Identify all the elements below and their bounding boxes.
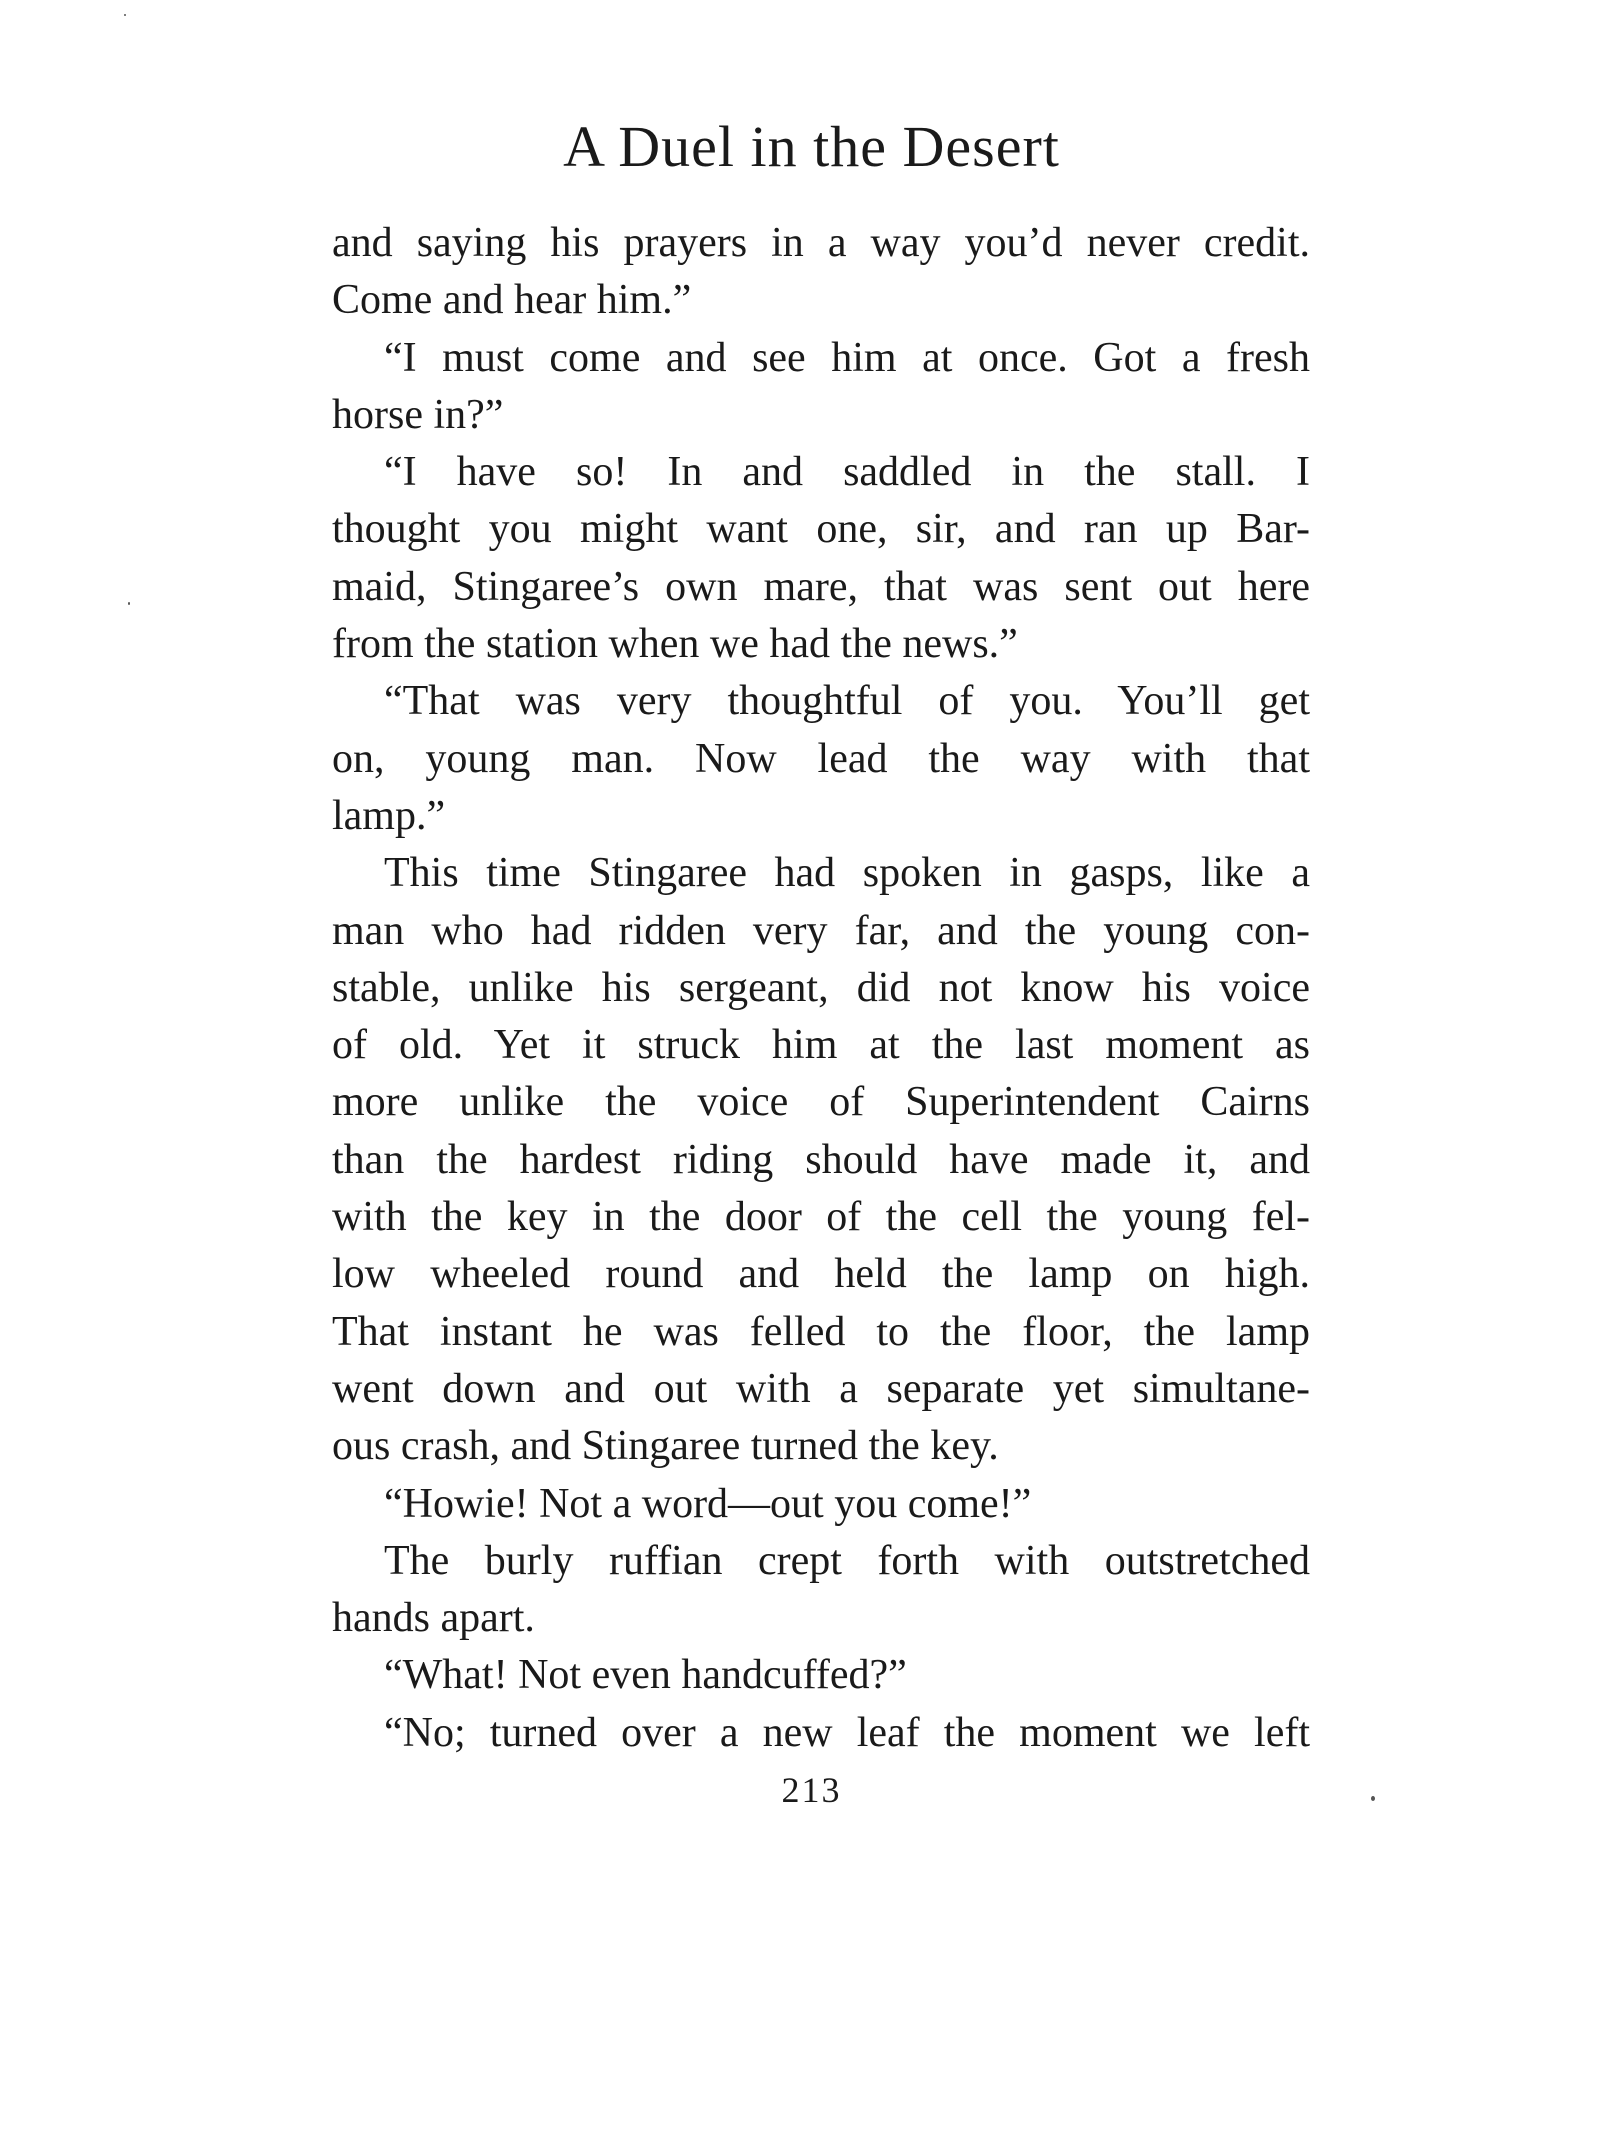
text-line: hands apart.	[332, 1595, 535, 1642]
text-line: thought you might want one, sir, and ran up Bar-	[332, 506, 1310, 553]
text-line: ous crash, and Stingaree turned the key.	[332, 1423, 999, 1470]
text-line: “That was very thoughtful of you. You’ll get	[384, 678, 1310, 725]
text-line: and saying his prayers in a way you’d never credit.	[332, 220, 1310, 266]
text-line: “I have so! In and saddled in the stall. I	[384, 449, 1310, 496]
text-line: more unlike the voice of Superintendent Cairns	[332, 1079, 1310, 1126]
text-line: man who had ridden very far, and the young con-	[332, 907, 1310, 954]
body-text	[332, 215, 1310, 1762]
text-line: with the key in the door of the cell the young fel-	[332, 1194, 1310, 1241]
text-line: stable, unlike his sergeant, did not know his voice	[332, 964, 1310, 1011]
text-line: “No; turned over a new leaf the moment we left	[384, 1709, 1310, 1756]
text-line: horse in?”	[332, 391, 504, 438]
text-line: went down and out with a separate yet simultane-	[332, 1365, 1310, 1412]
text-line: low wheeled round and held the lamp on high.	[332, 1251, 1310, 1298]
text-line: Come and hear him.”	[332, 277, 692, 324]
text-line: “What! Not even handcuffed?”	[384, 1652, 907, 1699]
text-line: of old. Yet it struck him at the last moment as	[332, 1022, 1310, 1069]
text-line: “Howie! Not a word—out you come!”	[384, 1480, 1032, 1527]
text-line: than the hardest riding should have made it, and	[332, 1136, 1310, 1183]
text-line: lamp.”	[332, 792, 446, 839]
text-line: The burly ruffian crept forth with outstretched	[384, 1537, 1310, 1584]
text-line: from the station when we had the news.”	[332, 621, 1018, 668]
text-line: “I must come and see him at once. Got a fresh	[384, 334, 1310, 381]
text-line: That instant he was felled to the floor, the lamp	[332, 1308, 1310, 1355]
text-line: on, young man. Now lead the way with that	[332, 735, 1310, 782]
text-line: maid, Stingaree’s own mare, that was sent out here	[332, 563, 1310, 610]
scan-speck	[124, 14, 126, 16]
scan-speck	[128, 602, 130, 605]
scan-speck	[1371, 1796, 1375, 1801]
running-head: A Duel in the Desert	[563, 114, 1060, 179]
text-line: This time Stingaree had spoken in gasps, like a	[384, 850, 1310, 897]
page-number: 213	[781, 1770, 842, 1810]
